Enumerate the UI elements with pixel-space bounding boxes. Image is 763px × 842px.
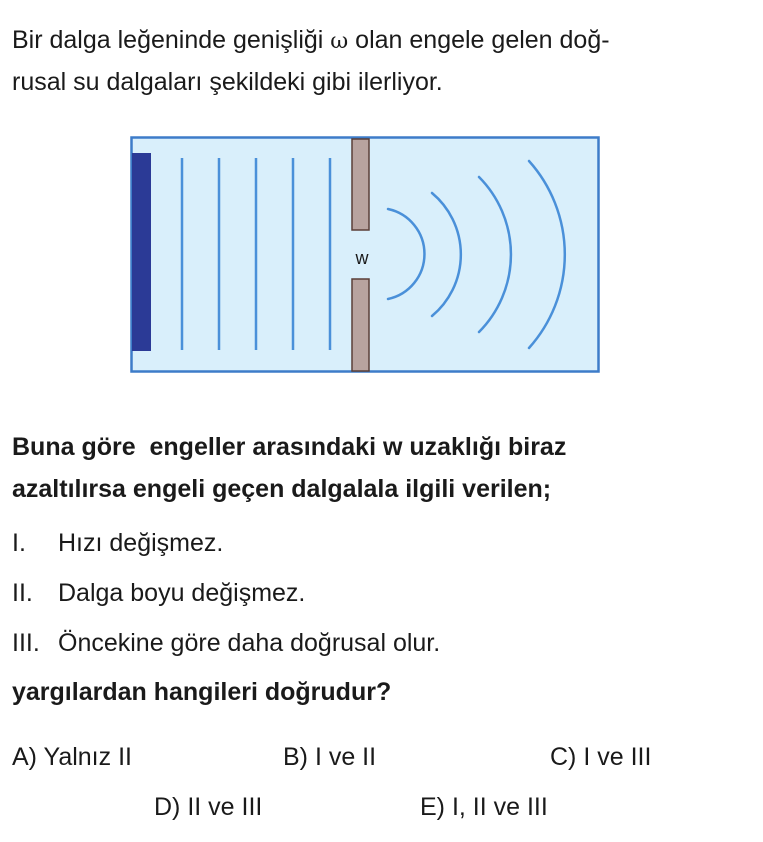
intro-line-2: rusal su dalgaları şekildeki gibi ilerliyor. (12, 68, 443, 96)
intro-line-1 (12, 20, 752, 62)
option-b[interactable]: B) I ve II (283, 743, 377, 771)
statement-text: Öncekine göre daha doğrusal olur. (58, 629, 441, 657)
statement-text: Hızı değişmez. (58, 529, 224, 557)
lower-barrier (352, 279, 369, 371)
statement-3 (12, 628, 440, 658)
question-line-1: Buna göre engeller arasındaki w uzaklığı biraz (12, 433, 567, 461)
statement-number: II. (12, 579, 33, 607)
ripple-tank-figure (130, 136, 602, 376)
intro-text-before-omega: Bir dalga leğeninde genişliği (12, 26, 331, 54)
statement-2 (12, 578, 305, 608)
option-e[interactable]: E) I, II ve III (420, 793, 548, 821)
option-c[interactable]: C) I ve III (550, 743, 652, 771)
intro-text-after-omega: olan engele gelen doğ- (348, 26, 610, 54)
statement-number: III. (12, 629, 40, 657)
statement-number: I. (12, 529, 26, 557)
gap-label: w (355, 248, 369, 268)
statement-text: Dalga boyu değişmez. (58, 579, 306, 607)
question-line-2: azaltılırsa engeli geçen dalgalala ilgili verilen; (12, 475, 552, 503)
upper-barrier (352, 139, 369, 230)
question-prompt: yargılardan hangileri doğrudur? (12, 678, 392, 706)
question-intro (12, 20, 752, 102)
question-stem (12, 426, 724, 510)
option-d[interactable]: D) II ve III (154, 793, 263, 821)
wave-generator (132, 153, 151, 351)
option-a[interactable]: A) Yalnız II (12, 743, 132, 771)
statement-1 (12, 528, 223, 558)
omega-symbol: ω (330, 29, 349, 54)
